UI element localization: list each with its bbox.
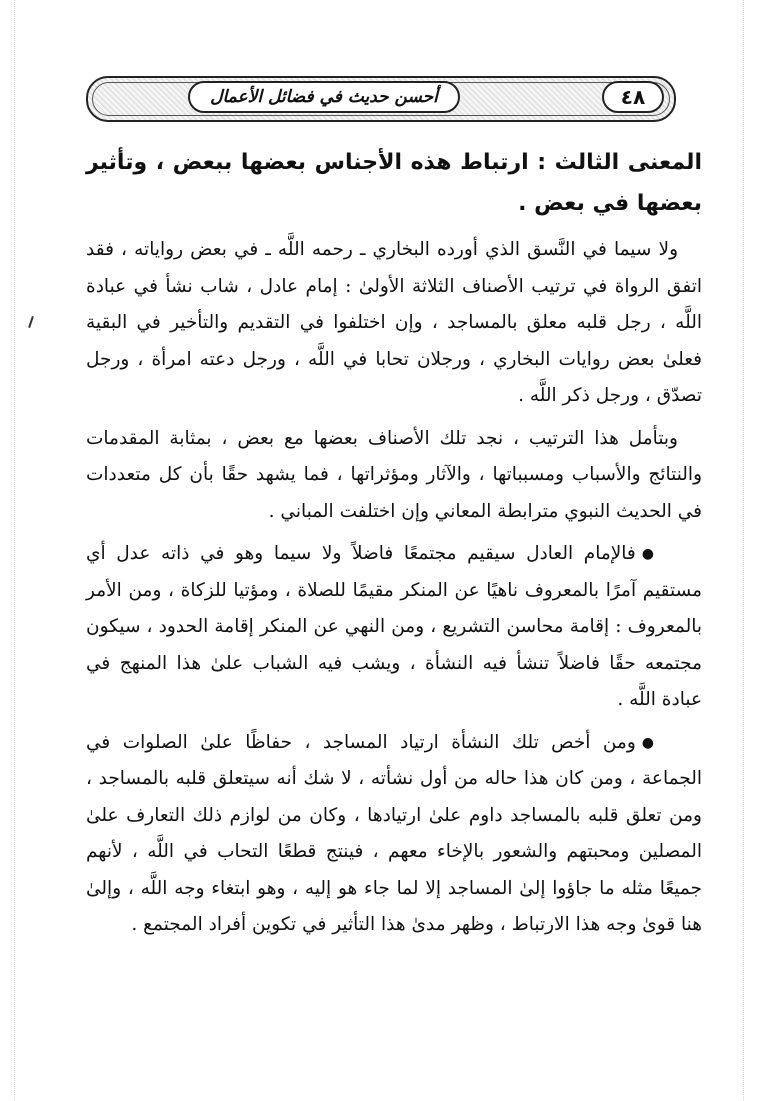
paragraph-text: وبتأمل هذا الترتيب ، نجد تلك الأصناف بعضها مع بعض ، بمثابة المقدمات والنتائج والأسباب ومسبباتها ، والآثار ومؤثراتها ، فما يشهد حقًا بأن كل متعددات في الحديث النبوي مترابطة المعاني وإن اختلفت المباني .: [86, 427, 702, 522]
paragraph-text: ومن أخص تلك النشأة ارتياد المساجد ، حفاظًا علىٰ الصلوات في الجماعة ، ومن كان هذا حاله من أول نشأته ، لا شك أنه سيتعلق قلبه بالمساجد ، ومن تعلق قلبه بالمساجد داوم علىٰ ارتيادها ، وكان من لوازم ذلك التعارف علىٰ المصلين ومحبتهم والشعور بالإخاء معهم ، فينتج قطعًا التحاب في اللَّه ، لأنهم جميعًا مثله ما جاؤوا إلىٰ المساجد إلا لما جاء هو إليه ، وهو ابتغاء وجه اللَّه ، وإلىٰ هنا قوىٰ وجه هذا الارتباط ، وظهر مدىٰ هذا التأثير في تكوين أفراد المجتمع .: [86, 731, 702, 935]
paragraph-3: [86, 536, 702, 719]
running-header-title: أحسن حديث في فضائل الأعمال: [188, 81, 460, 113]
paragraph-4: [86, 725, 702, 944]
bullet-icon: ●: [641, 546, 654, 562]
running-header: [86, 76, 676, 122]
scan-artifact-line: [14, 0, 15, 1101]
page-number: ٤٨: [602, 81, 664, 113]
section-heading: المعنى الثالث : ارتباط هذه الأجناس بعضها ببعض ، وتأثير بعضها في بعض .: [86, 150, 702, 216]
paragraph-1: [86, 232, 702, 415]
margin-pen-mark: [28, 316, 34, 328]
bullet-icon: ●: [641, 734, 654, 751]
paragraph-2: [86, 421, 702, 531]
page-body: [86, 142, 702, 950]
scan-artifact-line: [743, 0, 744, 1101]
paragraph-text: ولا سيما في النَّسق الذي أورده البخاري ـ رحمه اللَّه ـ في بعض رواياته ، فقد اتفق الرواة في ترتيب الأصناف الثلاثة الأولىٰ : إمام عادل ، شاب نشأ في عبادة اللَّه ، رجل قلبه معلق بالمساجد ، وإن اختلفوا في التقديم والتأخير في البقية فعلىٰ بعض روايات البخاري ، ورجلان تحابا في اللَّه ، ورجل دعته امرأة ، ورجل تصدّق ، ورجل ذكر اللَّه .: [86, 239, 702, 406]
paragraph-text: فالإمام العادل سيقيم مجتمعًا فاضلاً ولا سيما وهو في ذاته عدل أي مستقيم آمرًا بالمعروف ناهيًا عن المنكر مقيمًا للصلاة ، ومؤتيا للزكاة ، ومن الأمر بالمعروف : إقامة محاسن التشريع ، ومن النهي عن المنكر إقامة الحدود ، سيكون مجتمعه حقًا فاضلاً تنشأ فيه النشأة ، ويشب فيه الشباب علىٰ هذا المنهج في عبادة اللَّه .: [86, 543, 702, 710]
